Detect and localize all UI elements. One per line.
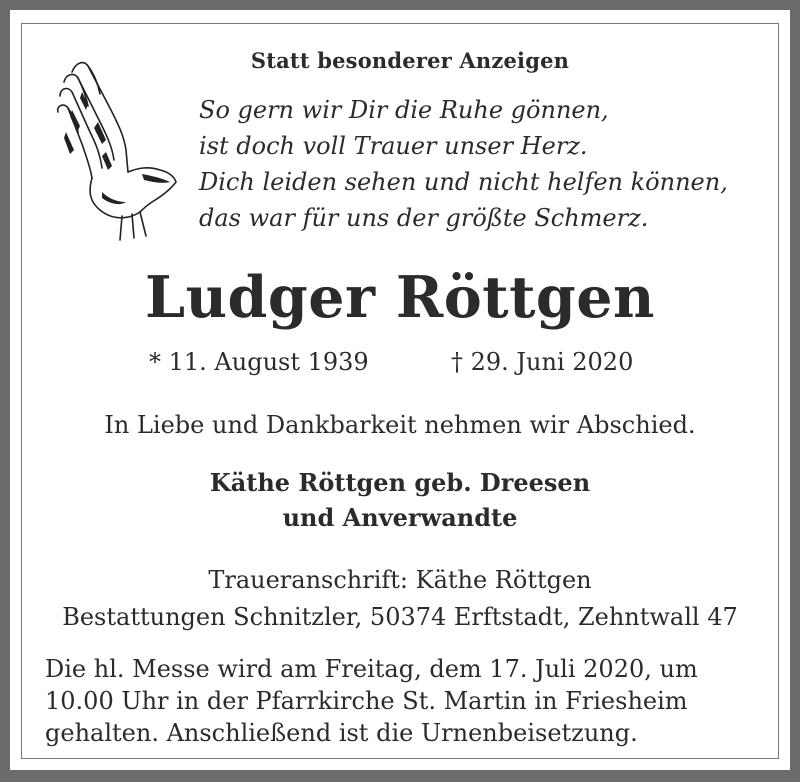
poem-line: So gern wir Dir die Ruhe gönnen, (199, 96, 609, 124)
mass-line: gehalten. Anschließend ist die Urnenbeisetzung. (45, 719, 638, 747)
mass-line: 10.00 Uhr in der Pfarrkirche St. Martin in Friesheim (45, 687, 688, 715)
mourning-address (10, 562, 790, 636)
mourner-line: Käthe Röttgen geb. Dreesen (209, 468, 591, 497)
mass-announcement (45, 653, 758, 749)
death-date: † 29. Juni 2020 (451, 348, 634, 376)
mourner-line: und Anverwandte (282, 503, 518, 532)
poem (199, 92, 728, 236)
praying-hands-icon (42, 52, 202, 242)
mourners (10, 465, 790, 535)
address-line: Traueranschrift: Käthe Röttgen (208, 566, 592, 594)
mass-line: Die hl. Messe wird am Freitag, dem 17. Juli 2020, um (45, 655, 698, 683)
kicker-heading: Statt besonderer Anzeigen (250, 48, 570, 73)
poem-line: Dich leiden sehen und nicht helfen können, (199, 168, 728, 196)
obituary-card (10, 10, 790, 770)
poem-line: ist doch voll Trauer unser Herz. (199, 132, 588, 160)
deceased-name: Ludger Röttgen (145, 264, 655, 331)
address-line: Bestattungen Schnitzler, 50374 Erftstadt, Zehntwall 47 (62, 603, 738, 631)
farewell-text: In Liebe und Dankbarkeit nehmen wir Abschied. (104, 411, 696, 439)
birth-date: * 11. August 1939 (149, 348, 369, 376)
poem-line: das war für uns der größte Schmerz. (199, 204, 649, 232)
